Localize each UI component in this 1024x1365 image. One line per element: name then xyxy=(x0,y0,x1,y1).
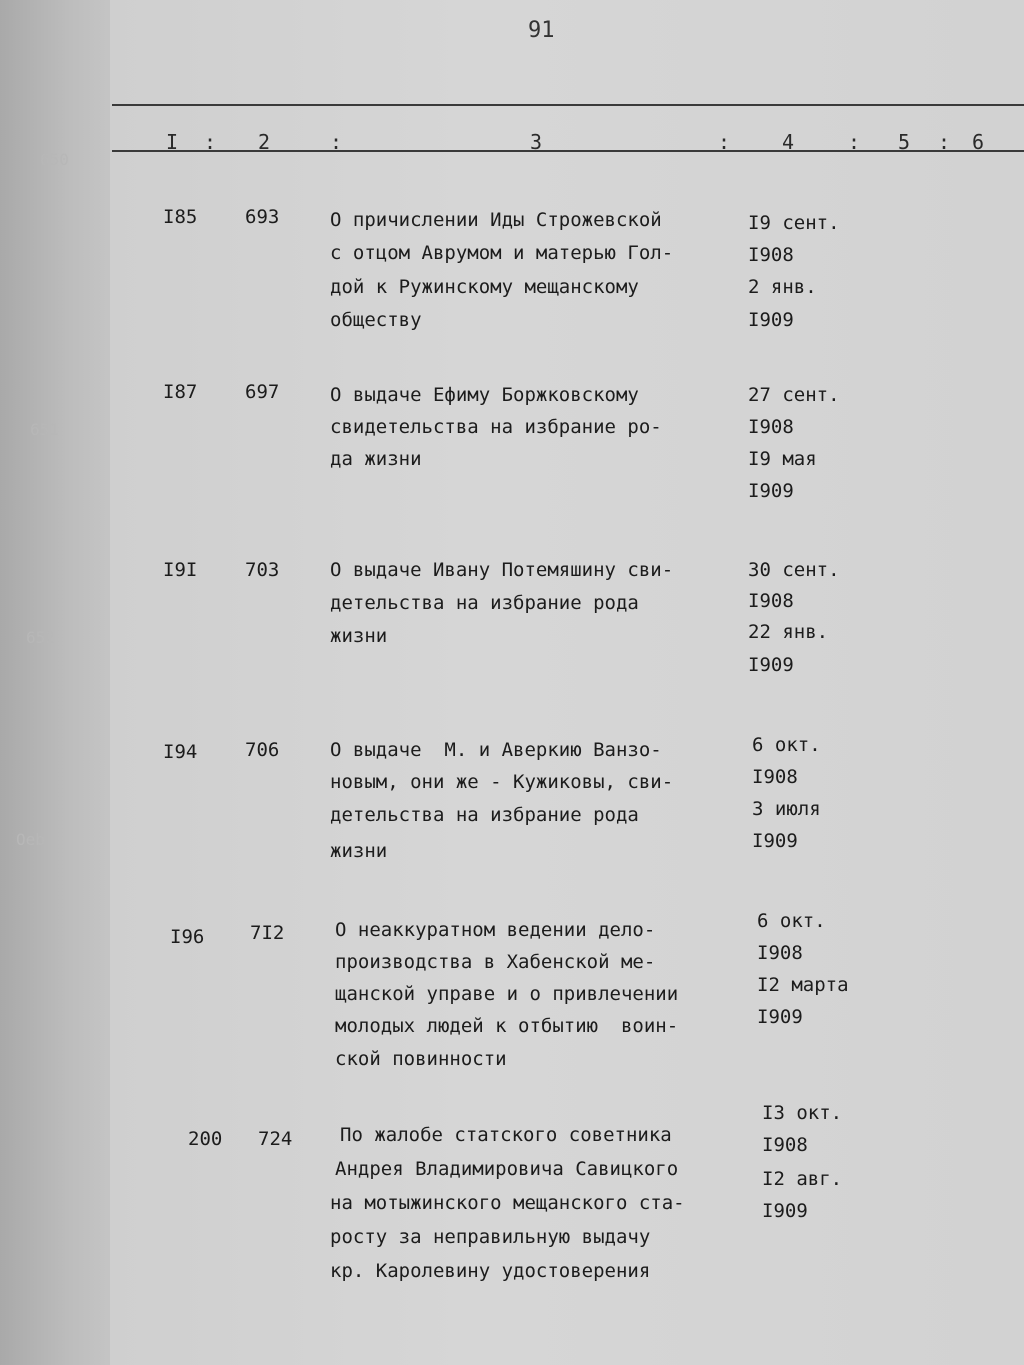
date-line: I909 xyxy=(757,1006,803,1028)
bleed-through-mark: 651 xyxy=(30,420,59,439)
date-line: 22 янв. xyxy=(748,621,829,643)
entry-number: I87 xyxy=(163,381,198,403)
entry-number: I9I xyxy=(163,559,198,581)
description-line: новым, они же - Кужиковы, сви- xyxy=(330,771,674,793)
entry-number: I94 xyxy=(163,741,198,763)
entry-file-number: 693 xyxy=(245,206,280,228)
bleed-through-mark: 650 xyxy=(40,150,69,169)
date-line: I909 xyxy=(748,309,794,331)
col-header-5: 5 xyxy=(898,130,911,154)
description-line: детельства на избрание рода xyxy=(330,804,639,826)
date-line: I908 xyxy=(748,590,794,612)
description-line: ской повинности xyxy=(335,1048,507,1070)
date-line: I2 марта xyxy=(757,974,849,996)
date-line: I908 xyxy=(757,942,803,964)
entry-number: 200 xyxy=(188,1128,223,1150)
col-header-sep: : xyxy=(938,130,951,154)
date-line: I9 сент. xyxy=(748,212,840,234)
col-header-6: 6 xyxy=(972,130,985,154)
description-line: свидетельства на избрание ро- xyxy=(330,416,662,438)
col-header-4: 4 xyxy=(782,130,795,154)
description-line: жизни xyxy=(330,625,388,647)
description-line: производства в Хабенской ме- xyxy=(335,951,656,973)
description-line: обществу xyxy=(330,309,422,331)
entry-file-number: 697 xyxy=(245,381,280,403)
date-line: 2 янв. xyxy=(748,276,817,298)
description-line: росту за неправильную выдачу xyxy=(330,1226,651,1248)
col-header-1: I xyxy=(166,130,179,154)
col-header-sep: : xyxy=(204,130,217,154)
bleed-through-mark: Oeb xyxy=(16,830,45,849)
description-line: на мотыжинского мещанского ста- xyxy=(330,1192,685,1214)
bleed-through-mark: 652 xyxy=(26,628,55,647)
date-line: 3 июля xyxy=(752,798,821,820)
col-header-2: 2 xyxy=(258,130,271,154)
col-header-sep: : xyxy=(848,130,861,154)
header-bottom-rule xyxy=(112,150,1024,152)
date-line: I909 xyxy=(748,480,794,502)
date-line: 6 окт. xyxy=(752,734,821,756)
date-line: I9 мая xyxy=(748,448,817,470)
date-line: I908 xyxy=(748,244,794,266)
description-line: детельства на избрание рода xyxy=(330,592,639,614)
description-line: О выдаче Ивану Потемяшину сви- xyxy=(330,559,674,581)
entry-file-number: 724 xyxy=(258,1128,293,1150)
description-line: Андрея Владимировича Савицкого xyxy=(335,1158,679,1180)
description-line: да жизни xyxy=(330,448,422,470)
date-line: 30 сент. xyxy=(748,559,840,581)
description-line: молодых людей к отбытию воин- xyxy=(335,1015,679,1037)
date-line: I909 xyxy=(762,1200,808,1222)
entry-file-number: 706 xyxy=(245,739,280,761)
col-header-sep: : xyxy=(330,130,343,154)
description-line: кр. Каролевину удостоверения xyxy=(330,1260,651,1282)
entry-file-number: 7I2 xyxy=(250,922,285,944)
date-line: 27 сент. xyxy=(748,384,840,406)
entry-number: I85 xyxy=(163,206,198,228)
description-line: О выдаче М. и Аверкию Ванзо- xyxy=(330,739,662,761)
header-top-rule xyxy=(112,104,1024,106)
date-line: I908 xyxy=(748,416,794,438)
date-line: 6 окт. xyxy=(757,910,826,932)
left-page-shadow xyxy=(0,0,118,1365)
col-header-sep: : xyxy=(718,130,731,154)
description-line: О неаккуратном ведении дело- xyxy=(335,919,656,941)
description-line: дой к Ружинскому мещанскому xyxy=(330,276,639,298)
col-header-3: 3 xyxy=(530,130,543,154)
description-line: По жалобе статского советника xyxy=(340,1124,672,1146)
page-number: 91 xyxy=(528,18,555,43)
description-line: О причислении Иды Строжевской xyxy=(330,209,662,231)
date-line: I908 xyxy=(752,766,798,788)
description-line: О выдаче Ефиму Боржковскому xyxy=(330,384,639,406)
description-line: жизни xyxy=(330,840,388,862)
date-line: I3 окт. xyxy=(762,1102,843,1124)
entry-number: I96 xyxy=(170,926,205,948)
description-line: щанской управе и о привлечении xyxy=(335,983,679,1005)
entry-file-number: 703 xyxy=(245,559,280,581)
date-line: I909 xyxy=(752,830,798,852)
date-line: I908 xyxy=(762,1134,808,1156)
date-line: I2 авг. xyxy=(762,1168,843,1190)
description-line: с отцом Аврумом и матерью Гол- xyxy=(330,242,674,264)
date-line: I909 xyxy=(748,654,794,676)
